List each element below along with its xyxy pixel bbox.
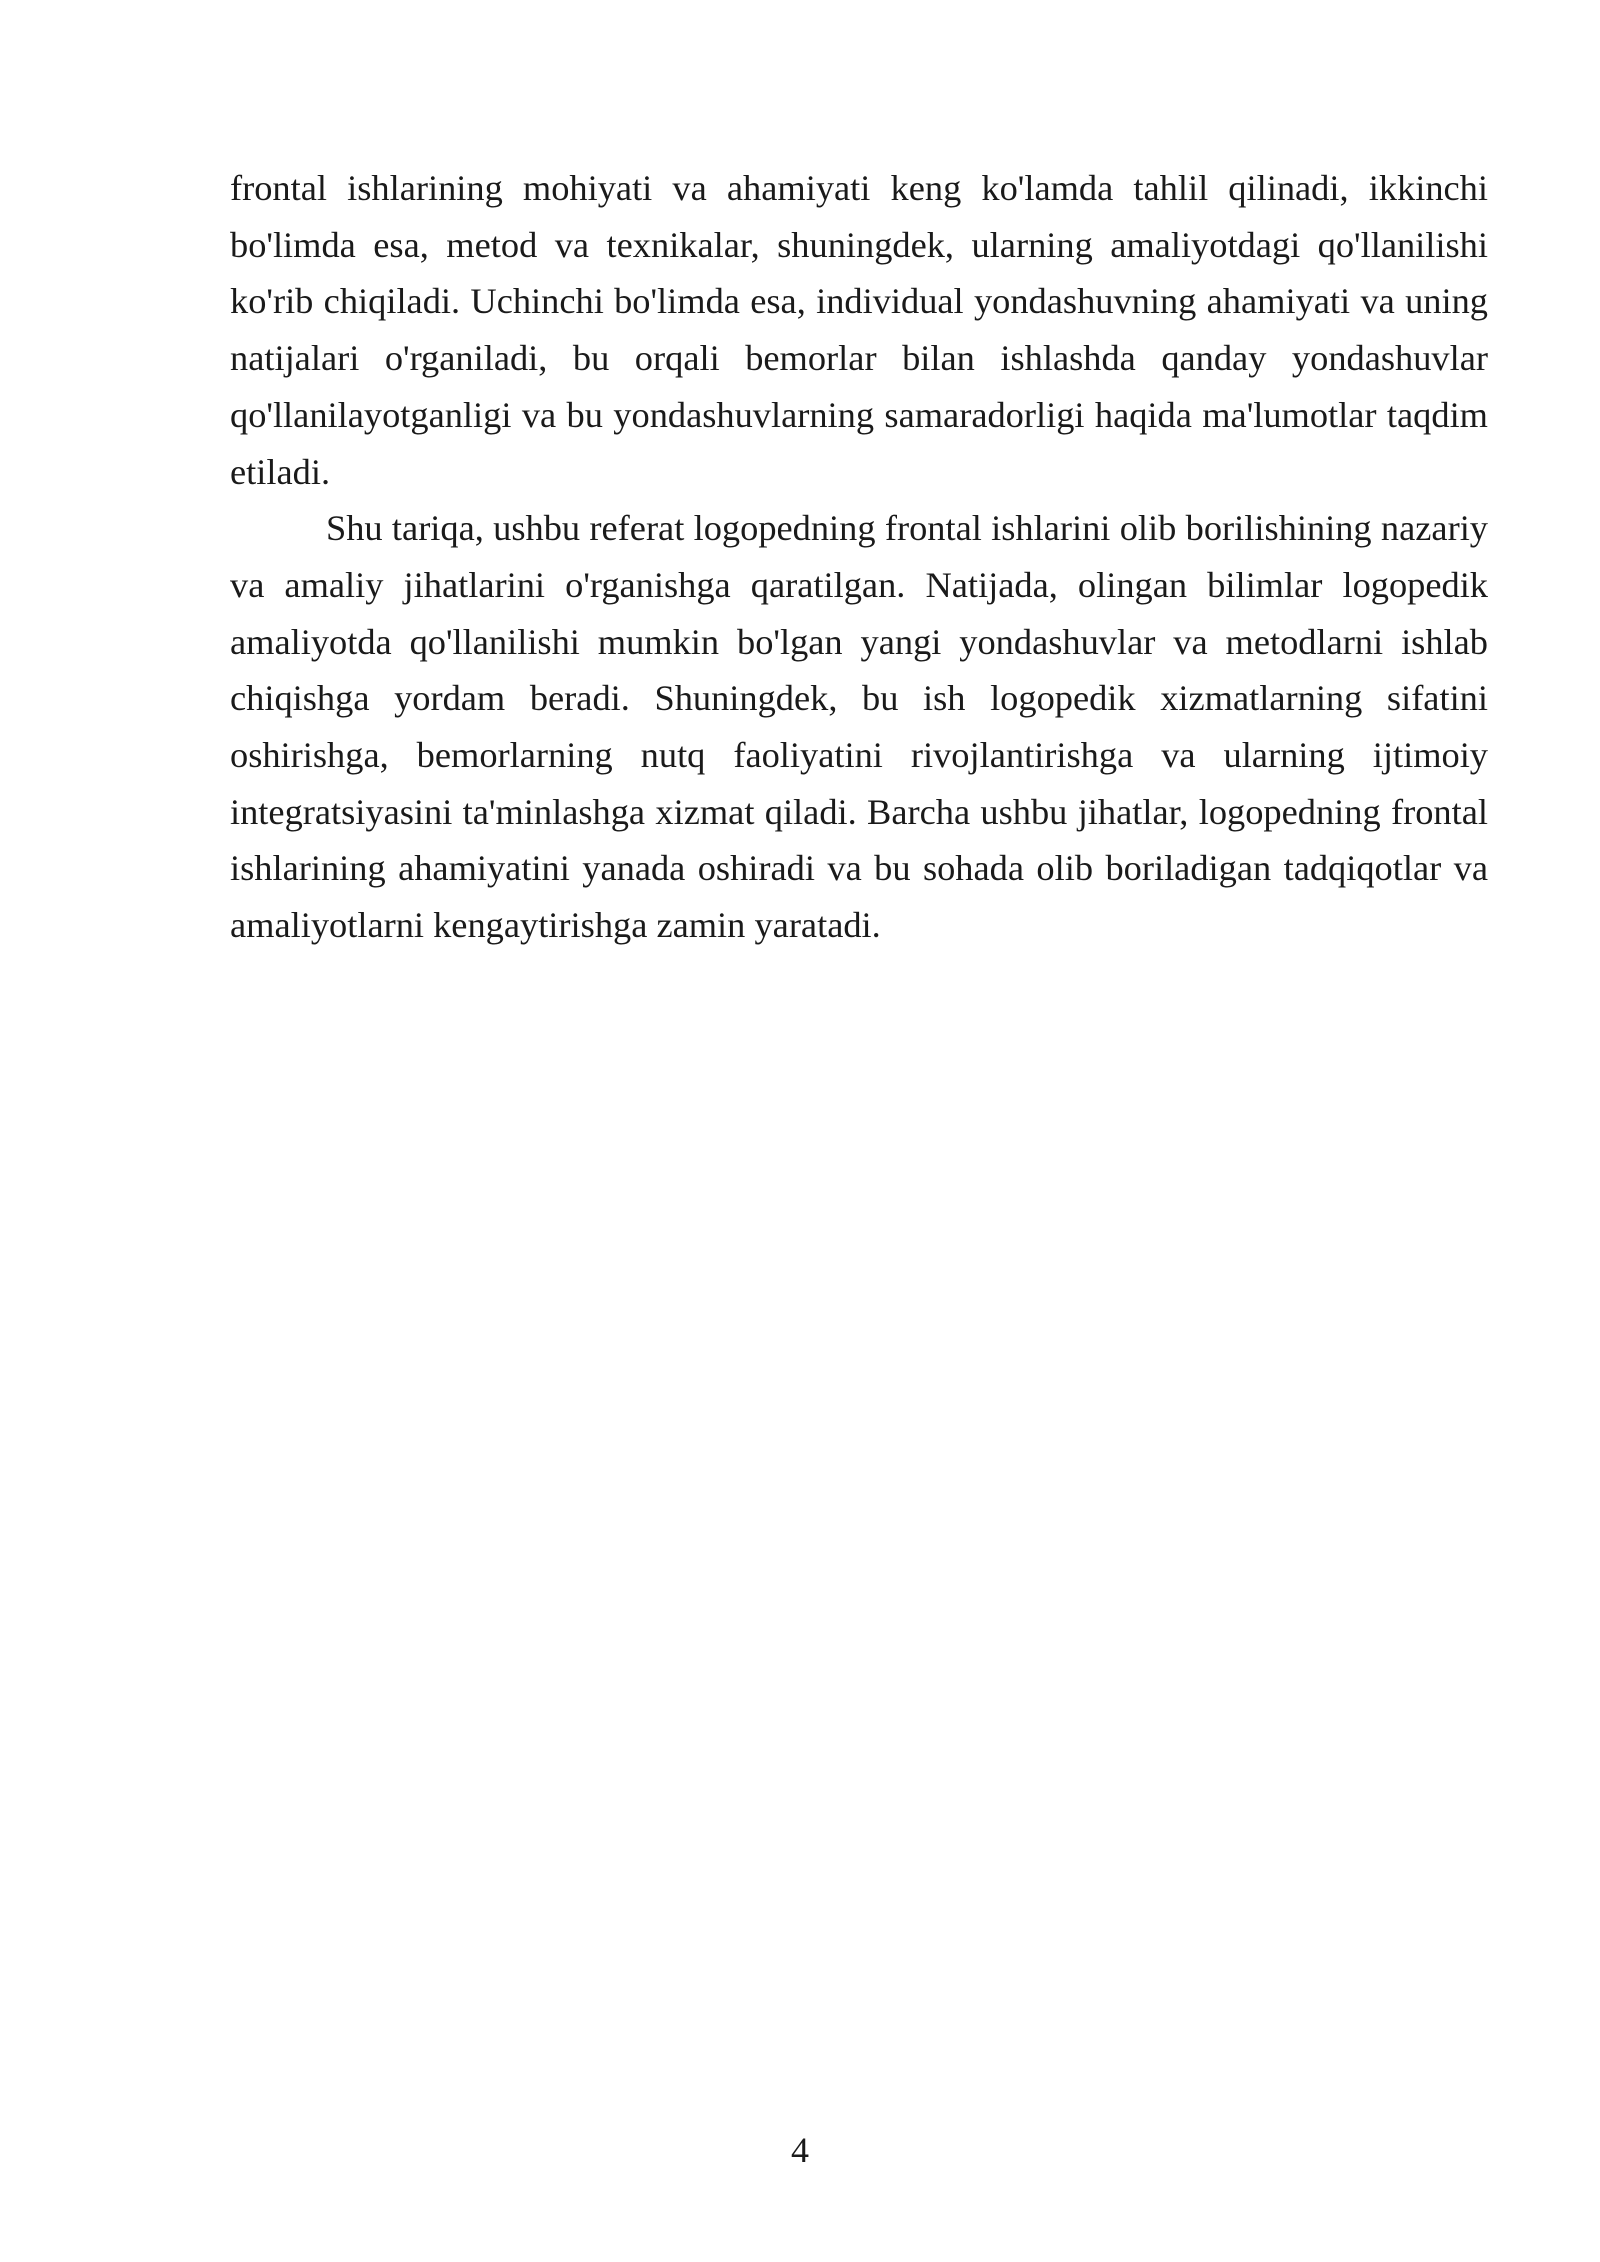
paragraph-continuation: frontal ishlarining mohiyati va ahamiyati keng ko'lamda tahlil qilinadi, ikkinchi bo'limda esa, metod va texnikalar, shuningdek, ularning amaliyotdagi qo'llanilishi ko'rib chiqiladi. Uchinchi bo'limda esa, individual yondashuvning ahamiyati va uning natijalari o'rganiladi, bu orqali bemorlar bilan ishlashda qanday yondashuvlar qo'llanilayotganligi va bu yondashuvlarning samaradorligi haqida ma'lumotlar taqdim etiladi. (230, 168, 1488, 492)
document-body (230, 160, 1488, 954)
paragraph-summary: Shu tariqa, ushbu referat logopedning frontal ishlarini olib borilishining nazariy va amaliy jihatlarini o'rganishga qaratilgan. Natijada, olingan bilimlar logopedik amaliyotda qo'llanilishi mumkin bo'lgan yangi yondashuvlar va metodlarni ishlab chiqishga yordam beradi. Shuningdek, bu ish logopedik xizmatlarning sifatini oshirishga, bemorlarning nutq faoliyatini rivojlantirishga va ularning ijtimoiy integratsiyasini ta'minlashga xizmat qiladi. Barcha ushbu jihatlar, logopedning frontal ishlarining ahamiyatini yanada oshiradi va bu sohada olib boriladigan tadqiqotlar va amaliyotlarni kengaytirishga zamin yaratadi. (230, 508, 1488, 946)
page-number: 4 (791, 2130, 809, 2170)
